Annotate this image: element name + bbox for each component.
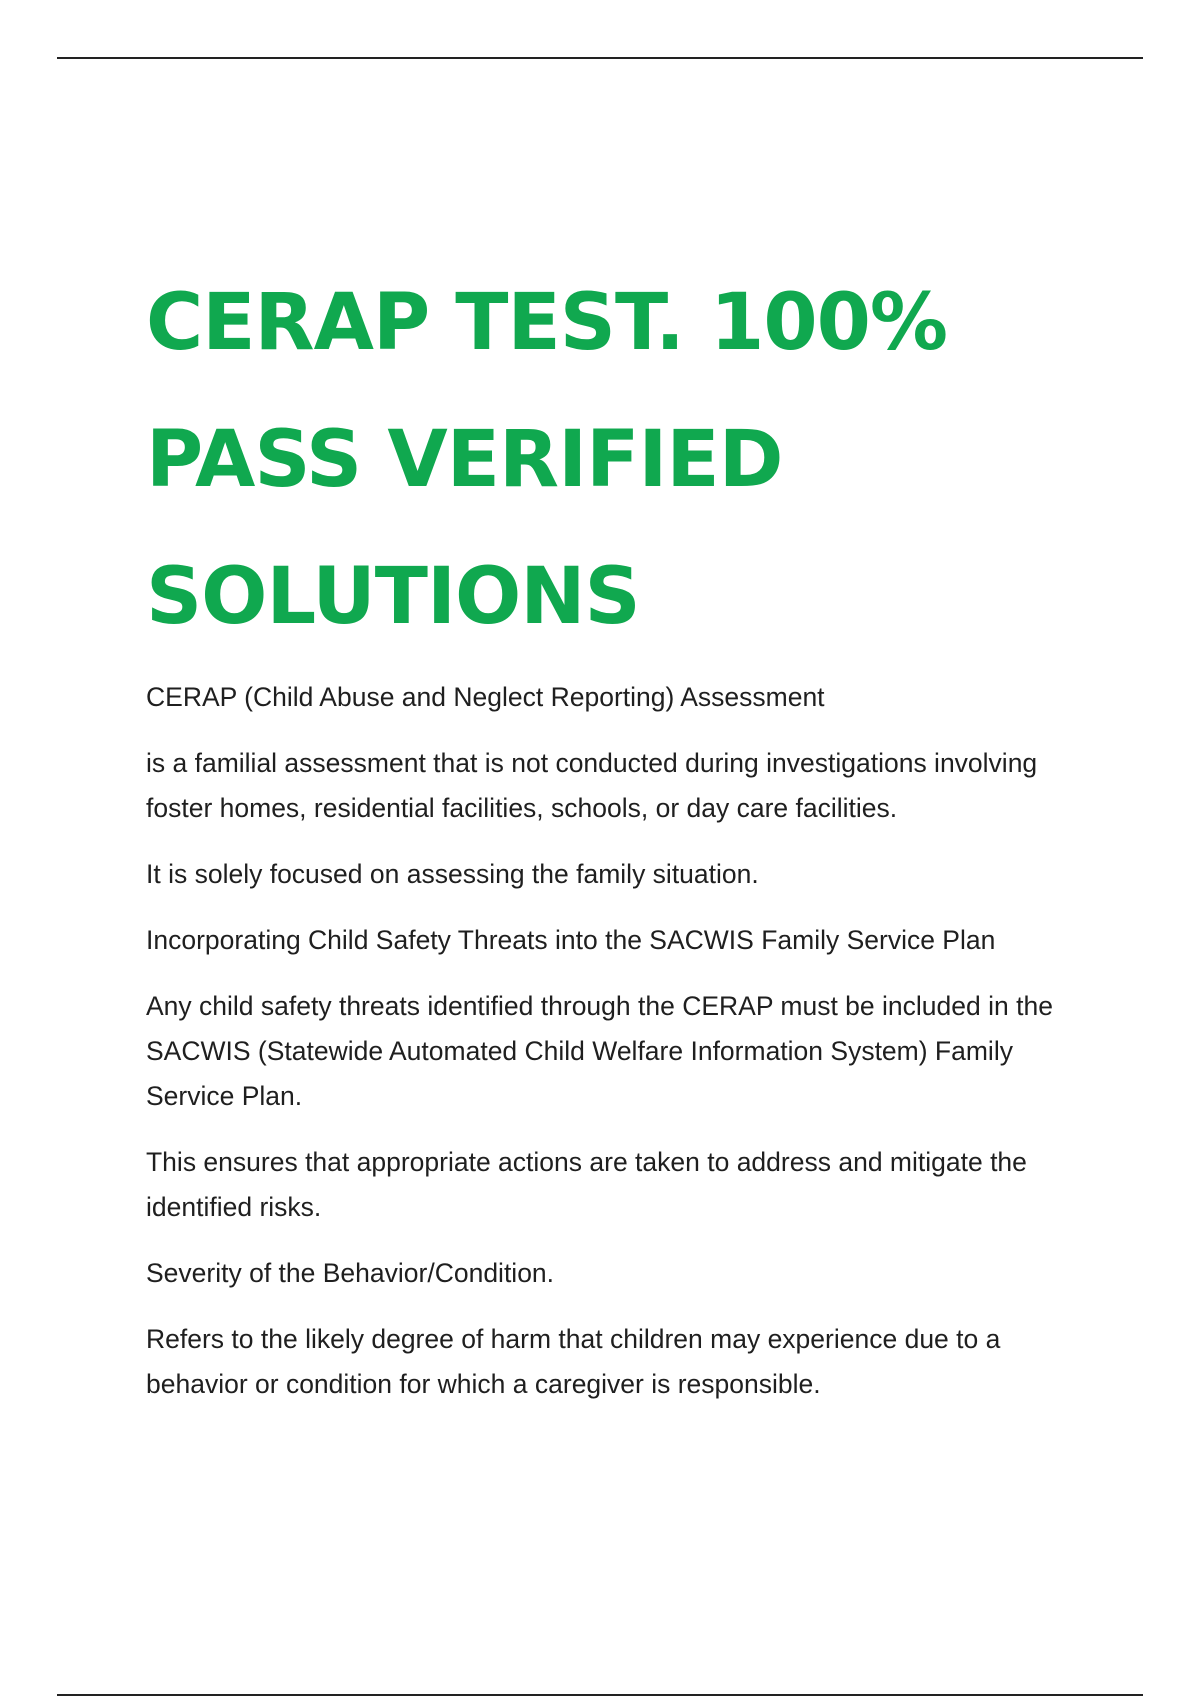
title-line-2: PASS VERIFIED <box>146 415 783 505</box>
paragraph-severity-heading: Severity of the Behavior/Condition. <box>146 1258 555 1288</box>
paragraph-family-focus: It is solely focused on assessing the family situation. <box>146 859 759 889</box>
paragraph-severity-definition: Refers to the likely degree of harm that children may experience due to a behavior or condition for which a caregiver is responsible. <box>146 1324 1001 1399</box>
document-body <box>146 675 1106 1428</box>
title-line-3: SOLUTIONS <box>146 552 640 642</box>
footer-rule <box>57 1694 1143 1696</box>
paragraph-safety-threats: Any child safety threats identified through the CERAP must be included in the SACWIS (Statewide Automated Child Welfare Information System) Family Service Plan. <box>146 991 1053 1111</box>
paragraph-sacwis-heading: Incorporating Child Safety Threats into the SACWIS Family Service Plan <box>146 925 996 955</box>
paragraph-cerap-heading: CERAP (Child Abuse and Neglect Reporting) Assessment <box>146 682 825 712</box>
paragraph-mitigation: This ensures that appropriate actions are taken to address and mitigate the identified risks. <box>146 1147 1027 1222</box>
title-line-1: CERAP TEST. 100% <box>146 278 948 368</box>
document-title <box>146 255 1106 666</box>
paragraph-familial-assessment: is a familial assessment that is not conducted during investigations involving foster homes, residential facilities, schools, or day care facilities. <box>146 748 1038 823</box>
header-rule <box>57 57 1143 59</box>
